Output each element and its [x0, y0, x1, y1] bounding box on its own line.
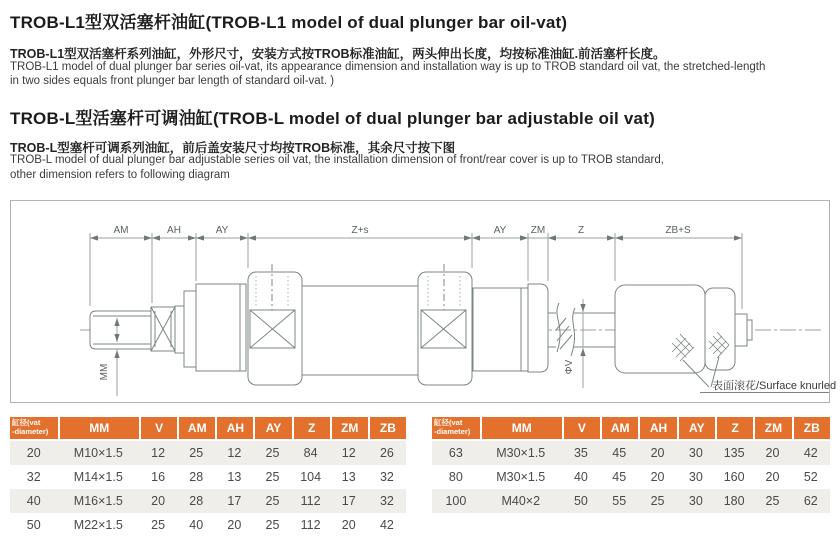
- col-header-diameter: [432, 417, 480, 441]
- col-header-v: V: [139, 417, 177, 441]
- table-cell: M30×1.5: [496, 470, 546, 484]
- table-header: [432, 417, 830, 441]
- table-cell: 25: [253, 441, 291, 465]
- section2-desc-en-1: TROB-L model of dual plunger bar adjustable series oil vat, the installation dimension of front/rear cover is up to TROB standard,: [10, 154, 664, 166]
- table-cell: 12: [215, 441, 253, 465]
- diameter-line1: 缸径(vat: [434, 418, 463, 428]
- table-cell: 180: [715, 489, 753, 513]
- table-cell: 16: [151, 470, 166, 484]
- table-cell: 32: [26, 470, 41, 484]
- table-cell: 112: [292, 489, 330, 513]
- section1-desc-zh: TROB-L1型双活塞杆系列油缸，外形尺寸，安装方式按TROB标准油缸，两头伸出长度，均按标准油缸.前活塞杆长度。: [10, 47, 666, 61]
- table-row: [432, 465, 830, 489]
- table-cell: 80: [448, 470, 463, 484]
- col-header-ah: AH: [638, 417, 676, 441]
- col-header-v: V: [562, 417, 600, 441]
- table-cell: 20: [765, 470, 780, 484]
- table-cell: 25: [265, 470, 280, 484]
- diameter-line2: -diameter): [12, 427, 49, 436]
- table-cell: M14×1.5: [73, 470, 123, 484]
- rod-ring-large: [184, 291, 196, 367]
- table-cell: 13: [227, 470, 242, 484]
- adjust-collar: [528, 284, 548, 372]
- table-cell: 20: [227, 518, 242, 532]
- table-row: [10, 441, 406, 465]
- table-cell: 20: [10, 441, 58, 465]
- table-cell: M10×1.5: [58, 441, 140, 465]
- section2-desc-zh: TROB-L型塞杆可调系列油缸，前后盖安装尺寸均按TROB标准，其余尺寸按下图: [10, 141, 456, 155]
- table-cell: 112: [300, 518, 321, 532]
- dim-label-ah: AH: [167, 225, 181, 236]
- table-cell: M16×1.5: [58, 489, 140, 513]
- table-row: [10, 465, 406, 489]
- table-cell: 45: [600, 441, 638, 465]
- table-cell: 35: [562, 441, 600, 465]
- col-header-mm: MM: [58, 417, 140, 441]
- table-cell: 17: [330, 489, 368, 513]
- dim-label-ay-rear: AY: [493, 225, 507, 236]
- table-cell: 25: [177, 441, 215, 465]
- rear-gland: [473, 288, 528, 371]
- knurl-note: 表面滚花/Surface knurled: [712, 380, 837, 392]
- table-cell: 25: [638, 489, 676, 513]
- cylinder-tube: [302, 286, 418, 375]
- table-cell: 32: [368, 489, 406, 513]
- table-cell: 50: [26, 518, 41, 532]
- col-header-am: AM: [600, 417, 638, 441]
- col-header-am: AM: [177, 417, 215, 441]
- table-cell: 63: [432, 441, 480, 465]
- dim-label-zs: Z+s: [351, 225, 369, 236]
- table-cell: 42: [379, 518, 394, 532]
- table-cell: 62: [792, 489, 830, 513]
- table-header: [10, 417, 406, 441]
- dimension-labels: [114, 225, 691, 236]
- dim-label-zm: ZM: [530, 225, 546, 236]
- section2-title: TROB-L型活塞杆可调油缸(TROB-L model of dual plunger bar adjustable oil vat): [10, 109, 655, 128]
- table-row: [432, 441, 830, 465]
- table-cell: 30: [688, 470, 703, 484]
- left-end-cap: [248, 264, 302, 385]
- right-end-cap: [418, 264, 472, 385]
- wrench-flat-block: [151, 307, 175, 351]
- table-cell: 42: [792, 441, 830, 465]
- table-cell: 160: [723, 470, 745, 484]
- table-cell: 17: [215, 489, 253, 513]
- table-cell: 40: [573, 470, 588, 484]
- dim-label-am: AM: [113, 225, 129, 236]
- section2-desc-en-2: other dimension refers to following diagram: [10, 169, 230, 181]
- table-cell: 20: [341, 518, 356, 532]
- adjuster-nut-small: [705, 288, 735, 370]
- col-header-zb: ZB: [792, 417, 830, 441]
- table-cell: 26: [368, 441, 406, 465]
- table-cell: 135: [715, 441, 753, 465]
- table-cell: 25: [253, 489, 291, 513]
- front-rod: [90, 311, 152, 349]
- rod-ring-small: [175, 306, 184, 353]
- dimension-table-right: [432, 417, 830, 513]
- table-cell: 84: [292, 441, 330, 465]
- table-body-left: [10, 441, 406, 537]
- col-header-zm: ZM: [753, 417, 791, 441]
- table-cell: 50: [562, 489, 600, 513]
- col-header-zm: ZM: [330, 417, 368, 441]
- dim-label-ay-front: AY: [215, 225, 229, 236]
- col-header-diameter: [10, 417, 58, 441]
- table-cell: 30: [677, 441, 715, 465]
- section1-desc-en-1: TROB-L1 model of dual plunger bar series oil-vat, its appearance dimension and installation way is up to TROB standard oil vat, the stretched-length: [10, 61, 766, 73]
- col-header-mm: MM: [480, 417, 562, 441]
- table-cell: 13: [341, 470, 356, 484]
- diameter-line2: -diameter): [434, 427, 471, 436]
- table-cell: M40×2: [480, 489, 562, 513]
- table-cell: 20: [753, 441, 791, 465]
- table-cell: 25: [265, 518, 280, 532]
- table-cell: 40: [189, 518, 204, 532]
- table-cell: 28: [189, 470, 204, 484]
- dimension-table-left: [10, 417, 406, 537]
- table-row: [10, 513, 406, 537]
- table-cell: 12: [330, 441, 368, 465]
- end-stub: [735, 314, 752, 346]
- table-cell: 104: [300, 470, 322, 484]
- table-cell: 52: [803, 470, 818, 484]
- col-header-ah: AH: [215, 417, 253, 441]
- section1-desc-en-2: in two sides equals front plunger bar length of standard oil-vat. ): [10, 75, 335, 87]
- table-cell: M30×1.5: [480, 441, 562, 465]
- table-cell: 30: [677, 489, 715, 513]
- col-header-ay: AY: [677, 417, 715, 441]
- phi-v-label: ΦV: [564, 359, 575, 375]
- col-header-zb: ZB: [368, 417, 406, 441]
- table-row: [10, 489, 406, 513]
- table-cell: 25: [753, 489, 791, 513]
- table-cell: 40: [10, 489, 58, 513]
- dim-label-z: Z: [577, 225, 585, 236]
- col-header-z: Z: [292, 417, 330, 441]
- table-cell: 20: [139, 489, 177, 513]
- col-header-z: Z: [715, 417, 753, 441]
- table-cell: 20: [638, 441, 676, 465]
- table-cell: 32: [379, 470, 394, 484]
- table-cell: 100: [432, 489, 480, 513]
- table-cell: 20: [650, 470, 665, 484]
- cylinder-drawing: [90, 264, 829, 393]
- adjuster-nut-large: [615, 285, 705, 373]
- mm-label: MM: [99, 363, 110, 381]
- table-body-right: [432, 441, 830, 513]
- col-header-ay: AY: [253, 417, 291, 441]
- table-row: [432, 489, 830, 513]
- dim-label-zbs: ZB+S: [665, 225, 691, 236]
- table-cell: 55: [600, 489, 638, 513]
- table-cell: M22×1.5: [73, 518, 123, 532]
- table-cell: 12: [139, 441, 177, 465]
- table-cell: 45: [612, 470, 627, 484]
- table-cell: 28: [177, 489, 215, 513]
- table-cell: 25: [151, 518, 166, 532]
- front-cap: [196, 284, 246, 371]
- section1-title: TROB-L1型双活塞杆油缸(TROB-L1 model of dual plunger bar oil-vat): [10, 13, 568, 32]
- diameter-line1: 缸径(vat: [12, 418, 41, 428]
